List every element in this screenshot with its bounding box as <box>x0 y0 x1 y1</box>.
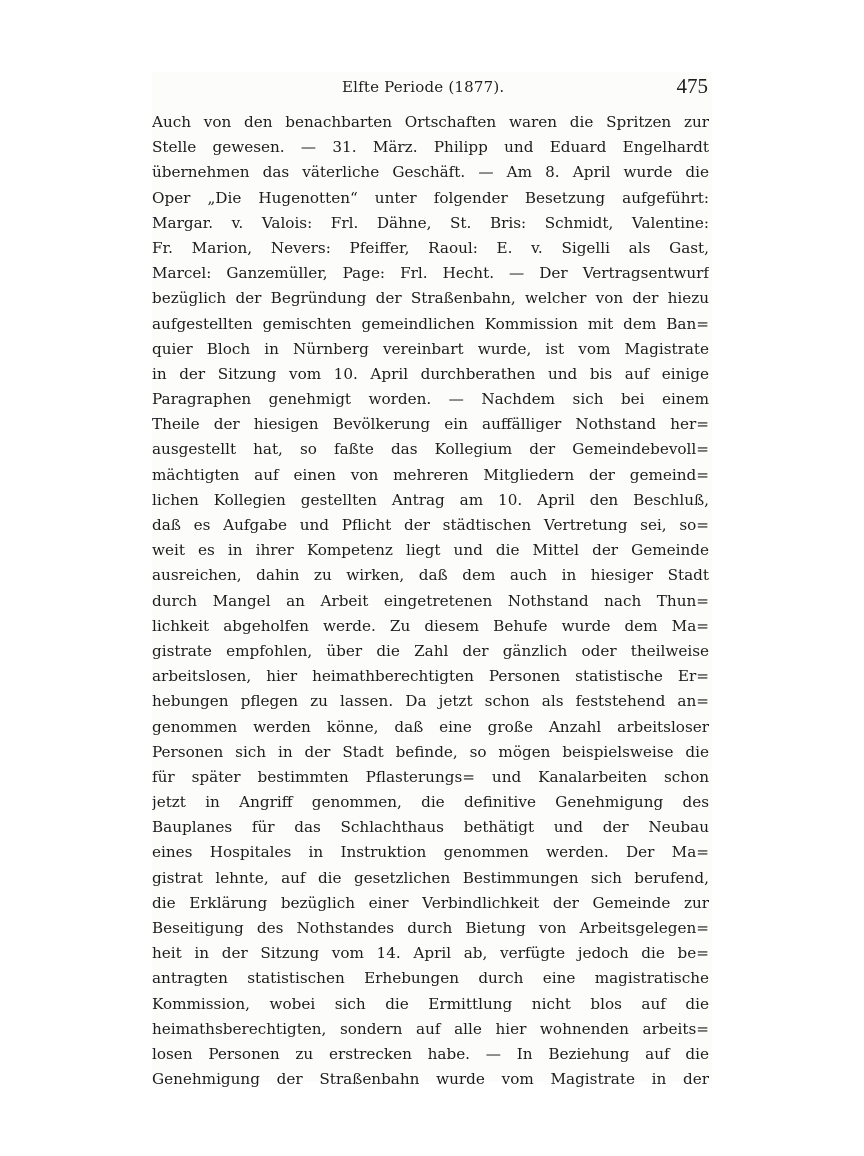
text-line: antragten statistischen Erhebungen durch eine magistratische <box>152 969 709 988</box>
text-line: eines Hospitales in Instruktion genommen werden. Der Ma= <box>152 843 709 862</box>
text-line: Paragraphen genehmigt worden. — Nachdem sich bei einem <box>152 390 709 409</box>
page-header <box>152 72 712 104</box>
text-line: für später bestimmten Pflasterungs= und Kanalarbeiten schon <box>152 767 709 786</box>
text-line: losen Personen zu erstrecken habe. — In Beziehung auf die <box>152 1044 709 1063</box>
text-line: hebungen pflegen zu lassen. Da jetzt schon als feststehend an= <box>152 692 709 711</box>
text-line: lichkeit abgeholfen werde. Zu diesem Behufe wurde dem Ma= <box>152 616 709 635</box>
text-line: durch Mangel an Arbeit eingetretenen Nothstand nach Thun= <box>152 591 709 610</box>
text-line: die Erklärung bezüglich einer Verbindlichkeit der Gemeinde zur <box>152 893 709 912</box>
text-line: Margar. v. Valois: Frl. Dähne, St. Bris: Schmidt, Valentine: <box>152 213 709 232</box>
text-line: genommen werden könne, daß eine große Anzahl arbeitsloser <box>152 717 709 736</box>
text-line: Kommission, wobei sich die Ermittlung nicht blos auf die <box>152 994 709 1013</box>
text-line: übernehmen das väterliche Geschäft. — Am 8. April wurde die <box>152 163 709 182</box>
text-line: daß es Aufgabe und Pflicht der städtischen Vertretung sei, so= <box>152 516 709 534</box>
running-head: Elfte Periode (1877). <box>342 78 505 96</box>
text-line: Fr. Marion, Nevers: Pfeiffer, Raoul: E. v. Sigelli als Gast, <box>152 238 709 257</box>
text-line: Auch von den benachbarten Ortschaften waren die Spritzen zur <box>152 113 709 131</box>
book-page <box>152 72 712 1089</box>
text-line: gistrat lehnte, auf die gesetzlichen Bestimmungen sich berufend, <box>152 868 709 887</box>
text-line: lichen Kollegien gestellten Antrag am 10. April den Beschluß, <box>152 490 709 509</box>
text-line: weit es in ihrer Kompetenz liegt und die Mittel der Gemeinde <box>152 541 709 560</box>
text-line: aufgestellten gemischten gemeindlichen Kommission mit dem Ban= <box>152 314 709 333</box>
text-line: heit in der Sitzung vom 14. April ab, verfügte jedoch die be= <box>152 944 709 963</box>
body-text <box>152 110 709 1092</box>
text-line: ausreichen, dahin zu wirken, daß dem auch in hiesiger Stadt <box>152 566 709 585</box>
text-line: Oper „Die Hugenotten“ unter folgender Besetzung aufgeführt: <box>152 188 709 207</box>
text-line: arbeitslosen, hier heimathberechtigten Personen statistische Er= <box>152 667 709 686</box>
text-line: Beseitigung des Nothstandes durch Bietung von Arbeitsgelegen= <box>152 919 709 937</box>
text-line: mächtigten auf einen von mehreren Mitgliedern der gemeind= <box>152 465 709 484</box>
page-number: 475 <box>676 74 708 98</box>
text-line: Bauplanes für das Schlachthaus bethätigt und der Neubau <box>152 818 709 837</box>
text-line: Theile der hiesigen Bevölkerung ein auffälliger Nothstand her= <box>152 415 709 434</box>
text-line: heimathsberechtigten, sondern auf alle hier wohnenden arbeits= <box>152 1019 709 1038</box>
text-line: Genehmigung der Straßenbahn wurde vom Magistrate in der <box>152 1070 709 1089</box>
text-line: Marcel: Ganzemüller, Page: Frl. Hecht. — Der Vertragsentwurf <box>152 264 709 283</box>
text-line: jetzt in Angriff genommen, die definitive Genehmigung des <box>152 793 709 812</box>
text-line: Stelle gewesen. — 31. März. Philipp und Eduard Engelhardt <box>152 138 709 157</box>
text-line: quier Bloch in Nürnberg vereinbart wurde, ist vom Magistrate <box>152 339 709 358</box>
text-line: bezüglich der Begründung der Straßenbahn, welcher von der hiezu <box>152 289 709 308</box>
text-line: gistrate empfohlen, über die Zahl der gänzlich oder theilweise <box>152 641 709 660</box>
text-line: ausgestellt hat, so faßte das Kollegium der Gemeindebevoll= <box>152 440 709 459</box>
text-line: Personen sich in der Stadt befinde, so mögen beispielsweise die <box>152 742 709 761</box>
text-line: in der Sitzung vom 10. April durchberathen und bis auf einige <box>152 364 709 383</box>
